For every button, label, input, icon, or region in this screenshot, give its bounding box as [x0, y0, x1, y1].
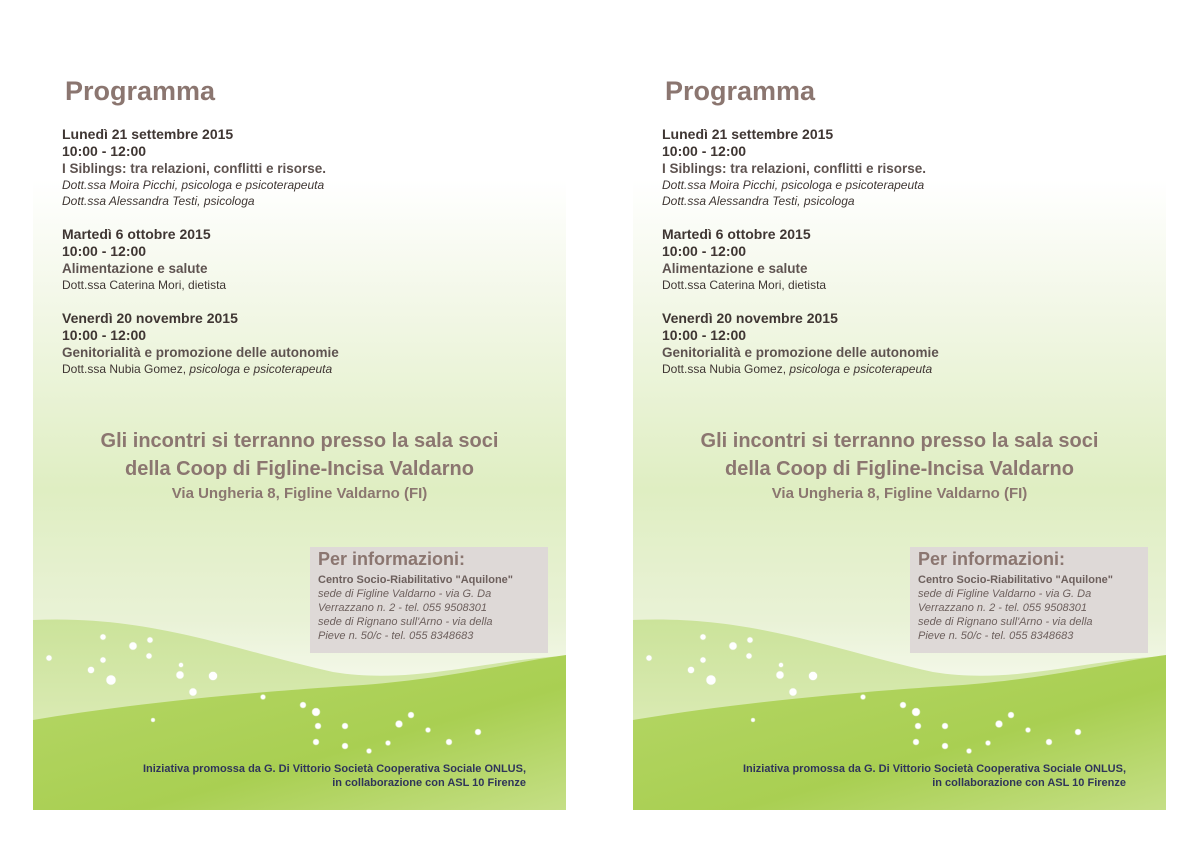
- speaker-role: psicologa e psicoterapeuta: [778, 178, 925, 192]
- speaker-name: Dott.ssa Alessandra Testi,: [662, 194, 801, 208]
- event-speaker: [662, 177, 1132, 193]
- info-line: Verrazzano n. 2 - tel. 055 9508301: [918, 602, 1087, 614]
- speaker-role: psicologa: [800, 194, 855, 208]
- speaker-name: Dott.ssa Moira Picchi,: [662, 178, 779, 192]
- event-speaker: [62, 177, 532, 193]
- event-topic: Genitorialità e promozione delle autonomie: [662, 345, 939, 360]
- speaker-name: Dott.ssa Caterina Mori,: [662, 278, 785, 292]
- event-time: 10:00 - 12:00: [662, 243, 747, 259]
- info-box: [310, 547, 548, 653]
- venue-address: Via Ungheria 8, Figline Valdarno (FI): [771, 485, 1028, 502]
- program-title: Programma: [665, 76, 816, 106]
- event-topic: I Siblings: tra relazioni, conflitti e risorse.: [62, 161, 327, 176]
- event-date: Venerdì 20 novembre 2015: [62, 310, 238, 326]
- footer-collaboration: in collaborazione con ASL 10 Firenze: [332, 777, 526, 789]
- footer-promoter: Iniziativa promossa da G. Di Vittorio Società Cooperativa Sociale ONLUS,: [742, 763, 1126, 775]
- speaker-role: psicologa e psicoterapeuta: [186, 362, 333, 376]
- speaker-role: psicologa e psicoterapeuta: [786, 362, 933, 376]
- program-title: Programma: [65, 76, 216, 106]
- footer-collaboration: in collaborazione con ASL 10 Firenze: [932, 777, 1126, 789]
- info-organization: Centro Socio-Riabilitativo "Aquilone": [318, 574, 513, 586]
- flyer-page: [33, 60, 566, 810]
- speaker-role: dietista: [184, 278, 227, 292]
- event-speaker: [662, 277, 1132, 293]
- event-time: 10:00 - 12:00: [62, 327, 147, 343]
- speaker-role: dietista: [784, 278, 827, 292]
- speaker-role: psicologa: [200, 194, 255, 208]
- program-event: [62, 226, 532, 293]
- event-time: 10:00 - 12:00: [662, 327, 747, 343]
- event-date: Martedì 6 ottobre 2015: [662, 226, 811, 242]
- program-event: [62, 310, 532, 377]
- info-line: Verrazzano n. 2 - tel. 055 9508301: [318, 602, 487, 614]
- event-date: Martedì 6 ottobre 2015: [62, 226, 211, 242]
- info-line: sede di Rignano sull'Arno - via della: [318, 616, 493, 628]
- event-topic: Genitorialità e promozione delle autonomie: [62, 345, 339, 360]
- event-time: 10:00 - 12:00: [62, 143, 147, 159]
- event-speaker: [62, 277, 532, 293]
- venue-line-1: Gli incontri si terranno presso la sala soci: [100, 430, 499, 452]
- flyer-page: [633, 60, 1166, 810]
- event-speaker: [62, 361, 532, 377]
- event-time: 10:00 - 12:00: [662, 143, 747, 159]
- info-heading: Per informazioni:: [318, 549, 466, 569]
- footer-promoter: Iniziativa promossa da G. Di Vittorio Società Cooperativa Sociale ONLUS,: [142, 763, 526, 775]
- event-date: Lunedì 21 settembre 2015: [62, 126, 234, 142]
- speaker-name: Dott.ssa Caterina Mori,: [62, 278, 185, 292]
- event-time: 10:00 - 12:00: [62, 243, 147, 259]
- event-topic: Alimentazione e salute: [662, 261, 808, 276]
- event-speaker: [662, 361, 1132, 377]
- speaker-name: Dott.ssa Nubia Gomez,: [662, 362, 787, 376]
- info-line: Pieve n. 50/c - tel. 055 8348683: [918, 630, 1074, 642]
- speaker-name: Dott.ssa Nubia Gomez,: [62, 362, 187, 376]
- event-date: Lunedì 21 settembre 2015: [662, 126, 834, 142]
- speaker-role: psicologa e psicoterapeuta: [178, 178, 325, 192]
- venue-line-2: della Coop di Figline-Incisa Valdarno: [725, 458, 1074, 480]
- info-heading: Per informazioni:: [918, 549, 1066, 569]
- event-date: Venerdì 20 novembre 2015: [662, 310, 838, 326]
- venue-line-1: Gli incontri si terranno presso la sala soci: [700, 430, 1099, 452]
- program-list: [662, 126, 1132, 394]
- program-event: [662, 226, 1132, 293]
- program-list: [62, 126, 532, 394]
- info-organization: Centro Socio-Riabilitativo "Aquilone": [918, 574, 1113, 586]
- event-topic: Alimentazione e salute: [62, 261, 208, 276]
- event-topic: I Siblings: tra relazioni, conflitti e risorse.: [662, 161, 927, 176]
- venue-line-2: della Coop di Figline-Incisa Valdarno: [125, 458, 474, 480]
- info-line: sede di Figline Valdarno - via G. Da: [918, 588, 1092, 600]
- info-line: sede di Figline Valdarno - via G. Da: [318, 588, 492, 600]
- event-speaker: [662, 193, 1132, 209]
- info-line: Pieve n. 50/c - tel. 055 8348683: [318, 630, 474, 642]
- venue-address: Via Ungheria 8, Figline Valdarno (FI): [171, 485, 428, 502]
- program-event: [662, 126, 1132, 209]
- info-line: sede di Rignano sull'Arno - via della: [918, 616, 1093, 628]
- program-event: [662, 310, 1132, 377]
- speaker-name: Dott.ssa Moira Picchi,: [62, 178, 179, 192]
- info-box: [910, 547, 1148, 653]
- event-speaker: [62, 193, 532, 209]
- speaker-name: Dott.ssa Alessandra Testi,: [62, 194, 201, 208]
- program-event: [62, 126, 532, 209]
